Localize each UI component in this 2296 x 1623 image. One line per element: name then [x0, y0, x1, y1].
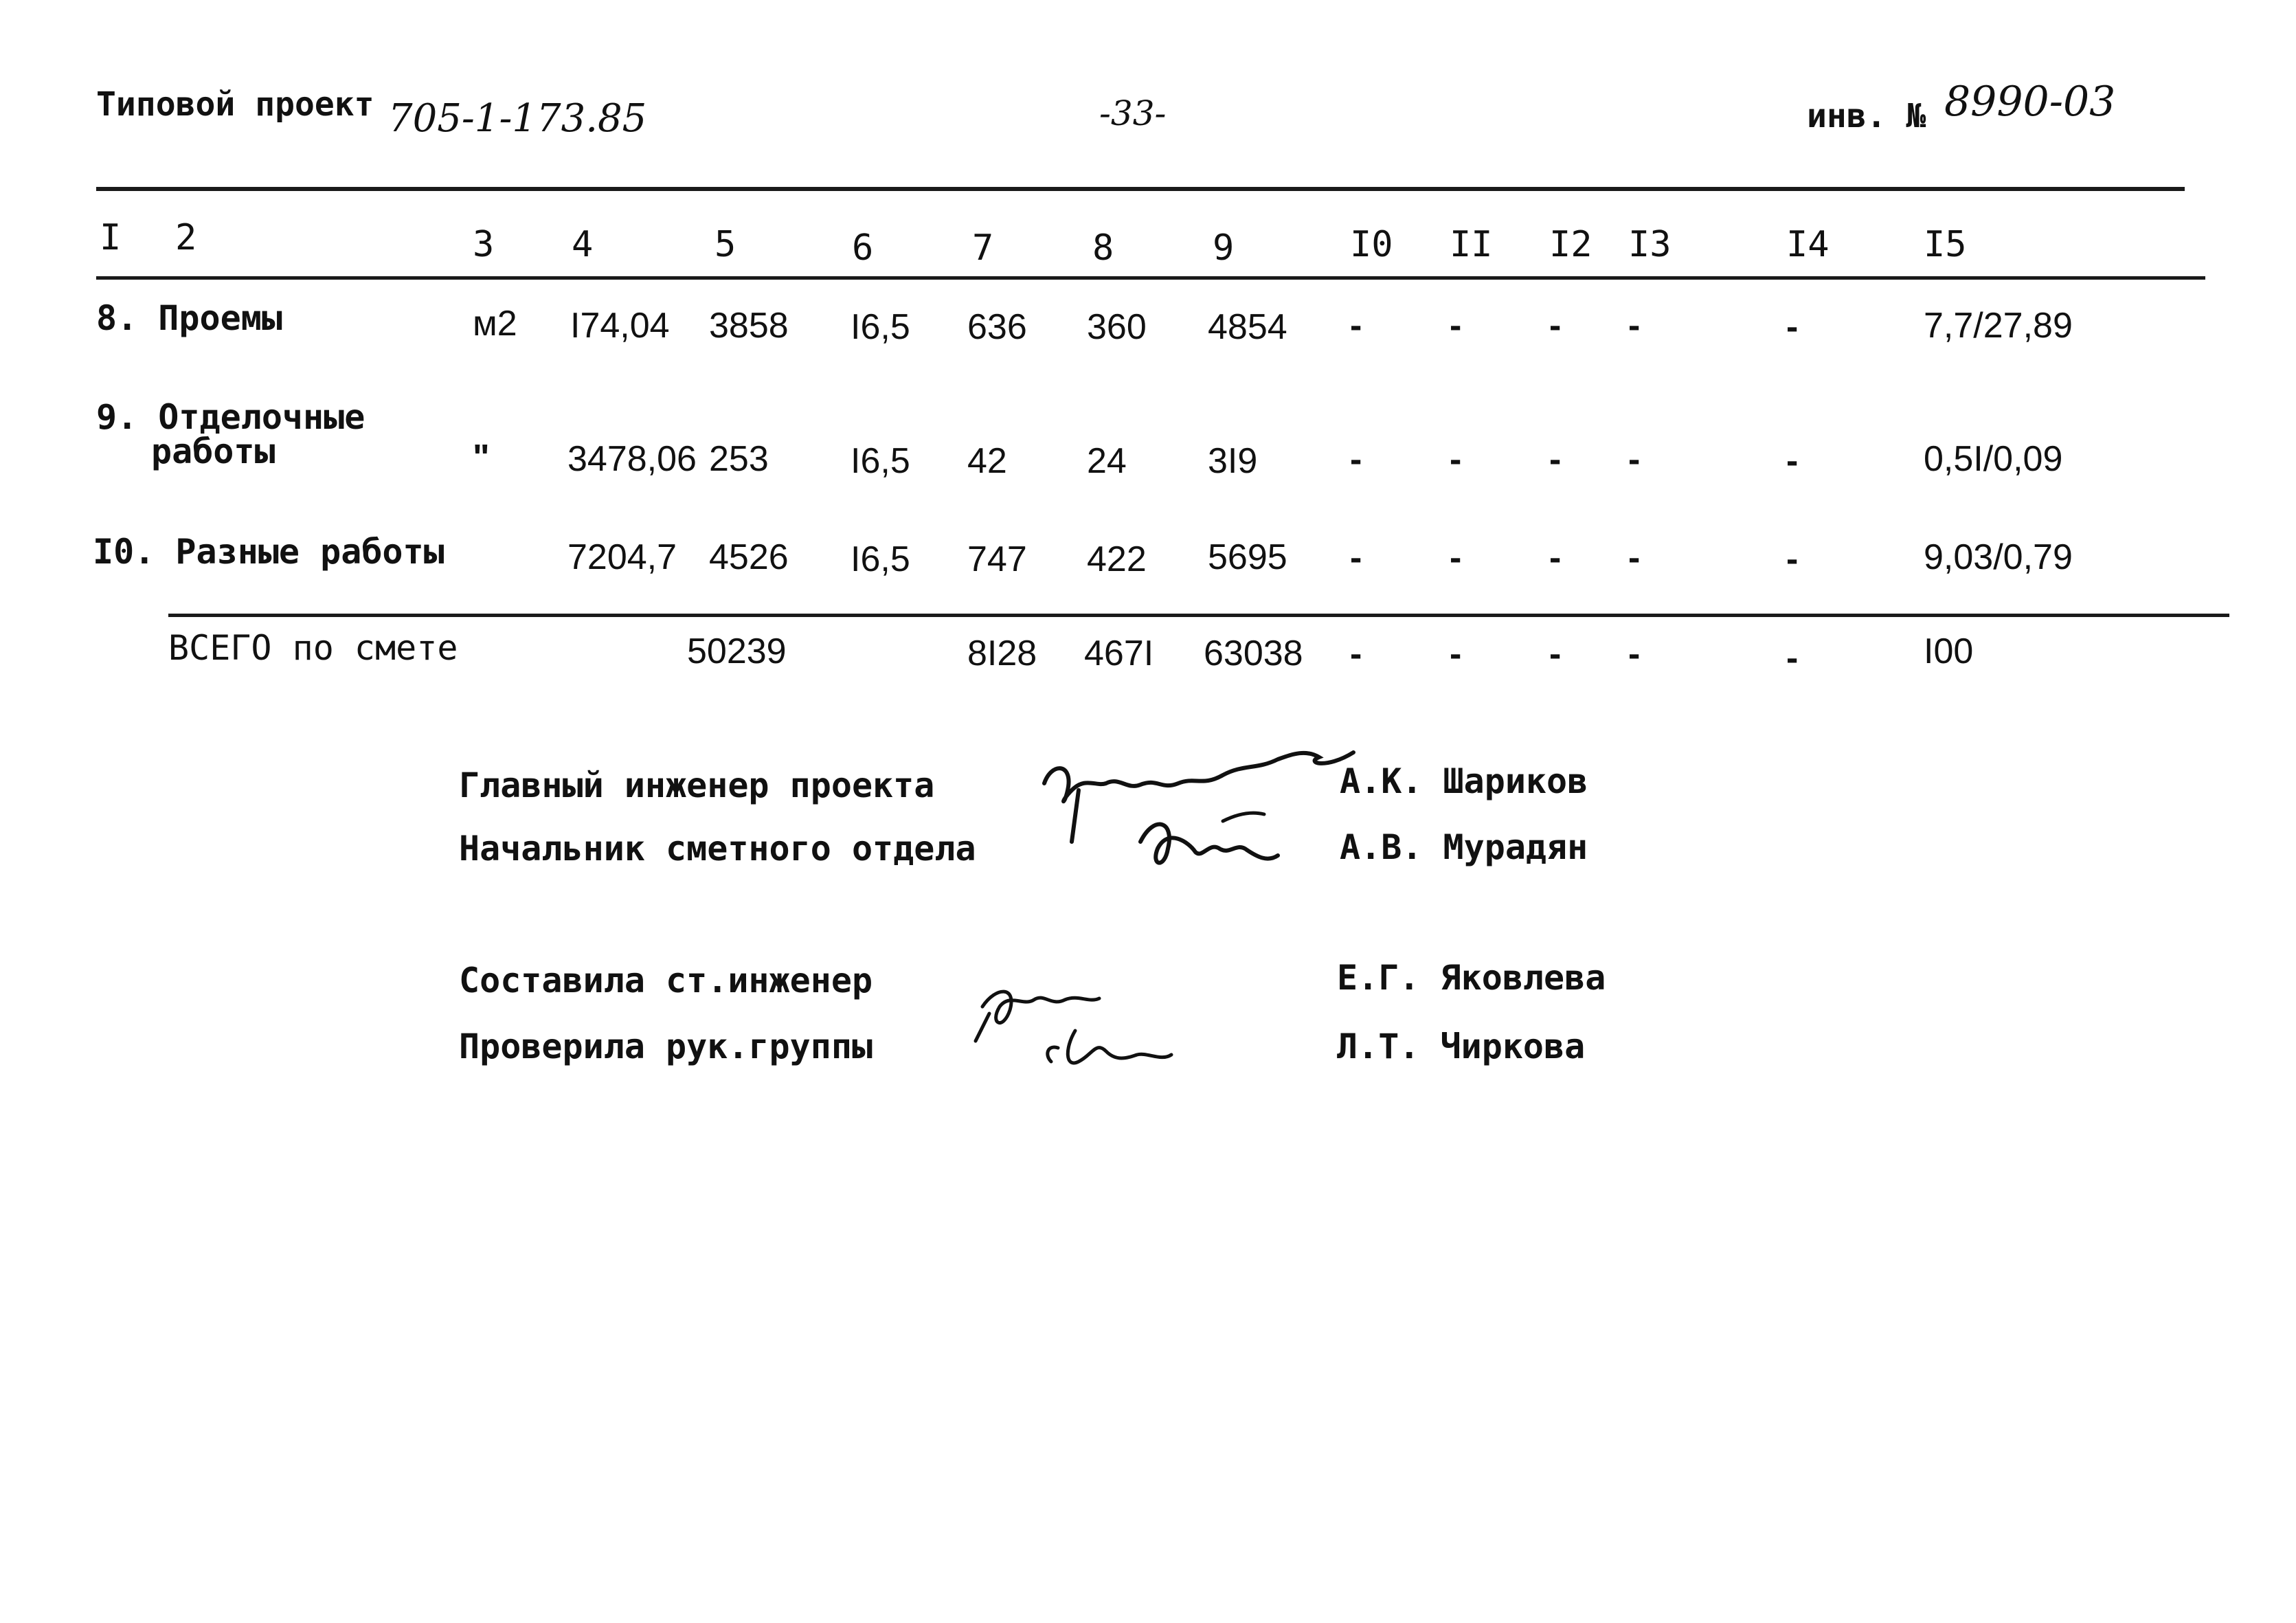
cell-13: -: [1628, 538, 1641, 578]
cell-11: -: [1450, 538, 1462, 578]
col-header-8: 8: [1092, 227, 1114, 269]
cell-14: -: [1786, 307, 1799, 347]
signer-role: Проверила рук.группы: [459, 1027, 873, 1066]
cell-14: -: [1786, 441, 1799, 481]
cell-5: 253: [709, 439, 769, 479]
cell-7: 636: [967, 307, 1027, 347]
cell-10: -: [1350, 306, 1362, 346]
row-label: I0. Разные работы: [93, 532, 444, 572]
col-header-4: 4: [572, 224, 594, 265]
cell-15: 0,5I/0,09: [1924, 439, 2063, 479]
cell-7: 42: [967, 441, 1007, 481]
header-rule: [96, 276, 2205, 280]
col-header-14: I4: [1786, 224, 1830, 265]
project-label: Типовой проект: [96, 85, 374, 124]
cell-11: -: [1450, 440, 1462, 480]
cell-6: I6,5: [851, 441, 910, 481]
project-number: 705-1-173.85: [388, 96, 647, 141]
col-header-5: 5: [714, 224, 736, 265]
col-header-3: 3: [473, 224, 495, 265]
col-header-2: 2: [175, 217, 197, 258]
cell-7: 747: [967, 539, 1027, 579]
col-header-11: II: [1450, 224, 1493, 265]
total-rule: [168, 614, 2229, 617]
total-cell-13: -: [1628, 634, 1641, 674]
cell-5: 3858: [709, 306, 789, 346]
cell-14: -: [1786, 539, 1799, 579]
top-rule: [96, 187, 2185, 191]
row-label-continued: работы: [151, 432, 275, 471]
col-header-6: 6: [852, 227, 874, 269]
cell-9: 3I9: [1208, 441, 1258, 481]
col-header-7: 7: [972, 227, 994, 269]
total-cell-5: 50239: [687, 631, 787, 671]
cell-8: 422: [1087, 539, 1147, 579]
signer-role: Главный инженер проекта: [459, 765, 935, 805]
cell-9: 4854: [1208, 307, 1287, 347]
total-cell-8: 467I: [1084, 634, 1154, 673]
signer-name: Л.Т. Чиркова: [1337, 1027, 1586, 1066]
cell-12: -: [1549, 538, 1562, 578]
cell-9: 5695: [1208, 537, 1287, 577]
cell-6: I6,5: [851, 539, 910, 579]
row-unit: м2: [473, 304, 517, 344]
total-cell-12: -: [1549, 634, 1562, 674]
cell-12: -: [1549, 440, 1562, 480]
signature-compiler-image: [962, 959, 1209, 1089]
cell-15: 7,7/27,89: [1924, 306, 2073, 346]
signer-role: Составила ст.инженер: [459, 961, 873, 1000]
row-label: 9. Отделочные: [96, 397, 365, 437]
row-unit: ": [473, 438, 490, 478]
signature-estimate-head-image: [1127, 801, 1292, 890]
signer-name: Е.Г. Яковлева: [1337, 958, 1606, 998]
total-cell-9: 63038: [1204, 634, 1303, 673]
col-header-15: I5: [1924, 224, 1967, 265]
col-header-13: I3: [1628, 224, 1672, 265]
cell-11: -: [1450, 306, 1462, 346]
signer-name: А.К. Шариков: [1340, 761, 1588, 801]
cell-10: -: [1350, 440, 1362, 480]
cell-4: 3478,06: [567, 439, 697, 479]
cell-15: 9,03/0,79: [1924, 537, 2073, 577]
col-header-10: I0: [1350, 224, 1393, 265]
page-number: -33-: [1099, 93, 1167, 133]
row-label: 8. Проемы: [96, 298, 282, 338]
col-header-1: I: [100, 217, 122, 258]
cell-13: -: [1628, 440, 1641, 480]
inv-number: 8990-03: [1944, 78, 2116, 126]
signer-name: А.В. Мурадян: [1340, 827, 1588, 867]
cell-6: I6,5: [851, 307, 910, 347]
total-cell-10: -: [1350, 634, 1362, 674]
total-label: ВСЕГО по смете: [168, 628, 458, 668]
cell-8: 360: [1087, 307, 1147, 347]
cell-12: -: [1549, 306, 1562, 346]
total-cell-15: I00: [1924, 631, 1974, 671]
cell-8: 24: [1087, 441, 1127, 481]
cell-13: -: [1628, 306, 1641, 346]
total-cell-14: -: [1786, 638, 1799, 678]
cell-4: I74,04: [570, 306, 670, 346]
total-cell-7: 8I28: [967, 634, 1037, 673]
cell-4: 7204,7: [567, 537, 677, 577]
col-header-9: 9: [1213, 227, 1235, 269]
col-header-12: I2: [1549, 224, 1592, 265]
cell-10: -: [1350, 538, 1362, 578]
total-cell-11: -: [1450, 634, 1462, 674]
inv-label: инв. №: [1807, 97, 1926, 135]
cell-5: 4526: [709, 537, 789, 577]
signer-role: Начальник сметного отдела: [459, 829, 976, 869]
